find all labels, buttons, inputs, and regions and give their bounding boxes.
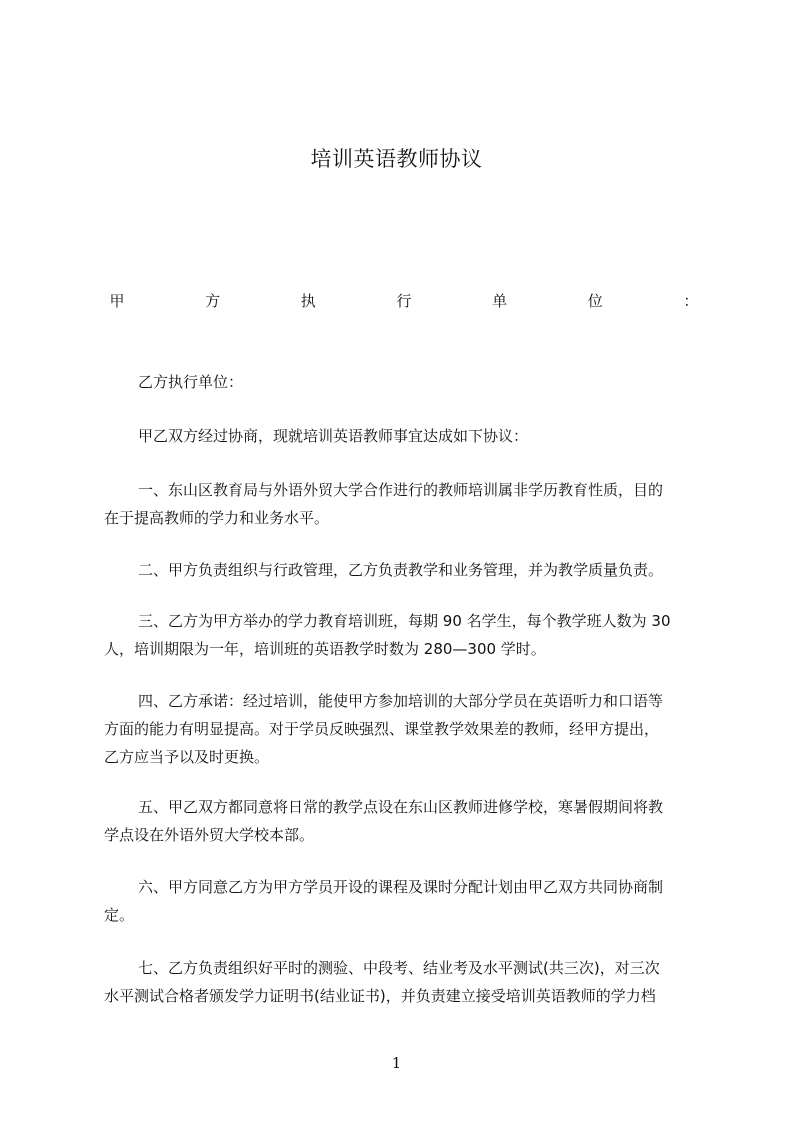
clause-5-line-2: 学点设在外语外贸大学校本部。 <box>104 826 315 844</box>
party-a-char: 甲 <box>109 292 125 310</box>
party-b-line <box>104 368 704 396</box>
document-title: 培训英语教师协议 <box>310 147 483 171</box>
party-a-char: 位 <box>587 292 603 310</box>
clause-3-line-2: 人，培训期限为一年，培训班的英语教学时数为 280—300 学时。 <box>104 640 546 658</box>
clause-2 <box>104 556 704 584</box>
clause-3-line-1: 三、乙方为甲方举办的学力教育培训班，每期 90 名学生，每个教学班人数为 30 <box>138 612 671 630</box>
party-a-char: ： <box>683 292 699 310</box>
clause-2-line-1: 二、甲方负责组织与行政管理，乙方负责教学和业务管理，并为教学质量负责。 <box>138 561 664 579</box>
clause-7-line-2: 水平测试合格者颁发学力证明书(结业证书)，并负责建立接受培训英语教师的学力档 <box>104 987 656 1005</box>
clause-5-line-1: 五、甲乙双方都同意将日常的教学点设在东山区教师进修学校，寒暑假期间将教 <box>138 798 664 816</box>
clause-4 <box>104 687 704 771</box>
party-a-char: 单 <box>492 292 508 310</box>
clause-6 <box>104 873 704 929</box>
party-a-char: 行 <box>396 292 412 310</box>
clause-4-line-2: 方面的能力有明显提高。对于学员反映强烈、课堂教学效果差的教师，经甲方提出， <box>104 720 660 738</box>
clause-3 <box>104 607 704 663</box>
clause-6-line-2: 定。 <box>104 906 135 924</box>
clause-7-line-1: 七、乙方负责组织好平时的测验、中段考、结业考及水平测试(共三次)，对三次 <box>138 959 660 977</box>
clause-1-line-1: 一、东山区教育局与外语外贸大学合作进行的教师培训属非学历教育性质，目的 <box>138 481 664 499</box>
party-a-char: 方 <box>205 292 221 310</box>
clause-1 <box>104 476 704 532</box>
intro-paragraph <box>104 422 704 450</box>
party-a-line <box>104 290 704 314</box>
clause-4-line-1: 四、乙方承诺：经过培训，能使甲方参加培训的大部分学员在英语听力和口语等 <box>138 692 664 710</box>
clause-7 <box>104 954 704 1010</box>
party-b-text: 乙方执行单位： <box>138 373 244 391</box>
clause-1-line-2: 在于提高教师的学力和业务水平。 <box>104 509 330 527</box>
clause-4-line-3: 乙方应当予以及时更换。 <box>104 748 270 766</box>
page-number: 1 <box>391 1054 402 1072</box>
clause-6-line-1: 六、甲方同意乙方为甲方学员开设的课程及课时分配计划由甲乙双方共同协商制 <box>138 878 664 896</box>
party-a-char: 执 <box>300 292 316 310</box>
intro-text: 甲乙双方经过协商，现就培训英语教师事宜达成如下协议： <box>138 427 529 445</box>
clause-5 <box>104 793 704 849</box>
